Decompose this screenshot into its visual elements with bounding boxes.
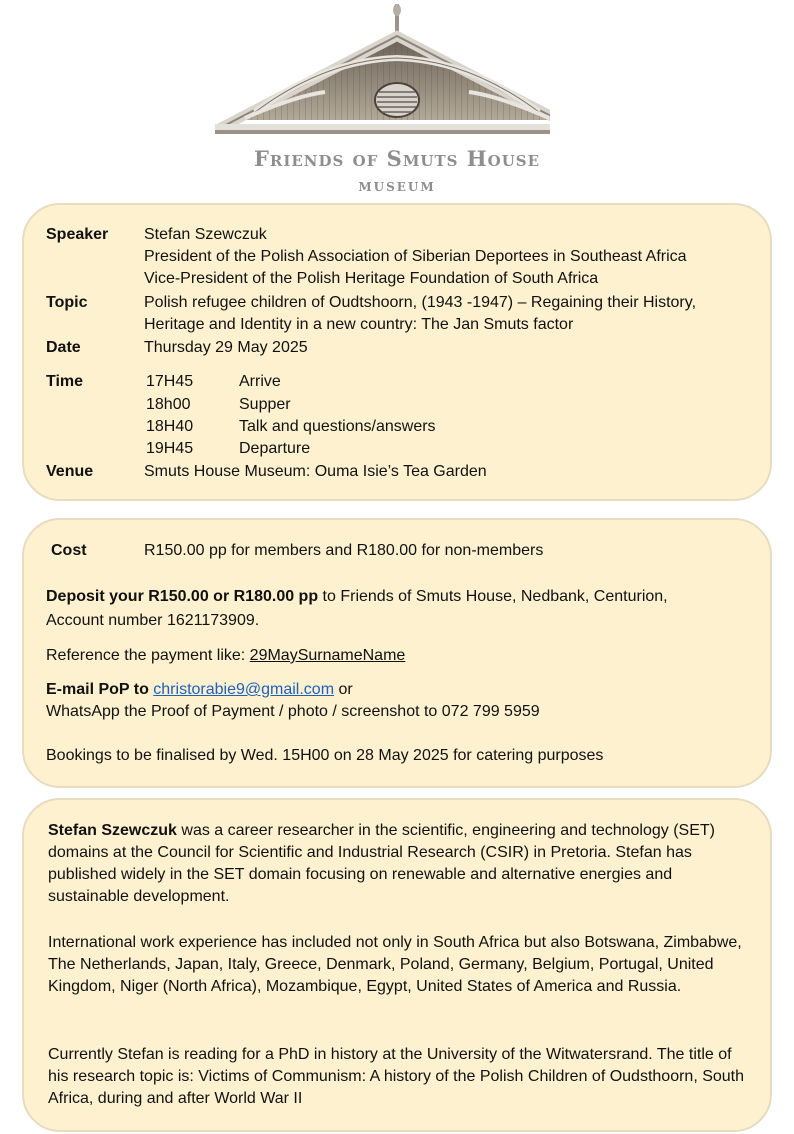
reference-value: 29MaySurnameName — [249, 647, 406, 664]
reference-prefix: Reference the payment like: — [46, 647, 250, 664]
cost-value: R150.00 pp for members and R180.00 for non-members — [144, 542, 544, 559]
schedule-time: 19H45 — [146, 440, 194, 457]
bio-paragraph-1 — [48, 820, 746, 908]
account-number: Account number 1621173909. — [46, 612, 260, 629]
topic-line-1: Polish refugee children of Oudtshoorn, (1943 -1947) – Regaining their History, — [144, 294, 697, 311]
venue-label: Venue — [46, 463, 94, 480]
bio-paragraph-3: Currently Stefan is reading for a PhD in history at the University of the Witwatersrand. The title of his research topic is: Victims of Communism: A history of the Polish Children of Oudsthoorn, South Africa, during and after World War II — [48, 1046, 745, 1107]
smuts-house-gable-logo-icon — [215, 0, 550, 140]
bookings-line: Bookings to be finalised by Wed. 15H00 on 28 May 2025 for catering purposes — [46, 747, 604, 764]
schedule-desc: Arrive — [239, 373, 281, 390]
schedule-desc: Departure — [239, 440, 311, 457]
speaker-label: Speaker — [46, 226, 109, 243]
email-line — [46, 679, 750, 701]
date-value: Thursday 29 May 2025 — [144, 339, 308, 356]
header — [0, 0, 794, 200]
deposit-bold: Deposit your R150.00 or R180.00 pp — [46, 588, 319, 605]
cost-panel — [22, 518, 772, 788]
speaker-name: Stefan Szewczuk — [144, 226, 267, 243]
bio-paragraph-2: International work experience has included not only in South Africa but also Botswana, Zimbabwe, The Netherlands, Japan, Italy, Greece, Denmark, Poland, Germany, Belgium, Portugal, United Kingdom, Niger (North Africa), Mozambique, Egypt, United States of America and Russia. — [48, 934, 742, 995]
logo-subtitle: museum — [358, 176, 436, 196]
schedule-time: 18h00 — [146, 396, 191, 413]
email-after: or — [334, 681, 353, 698]
cost-label: Cost — [51, 542, 87, 559]
venue-value: Smuts House Museum: Ouma Isie’s Tea Garden — [144, 463, 487, 480]
topic-label: Topic — [46, 294, 88, 311]
schedule-time: 18H40 — [146, 418, 194, 435]
speaker-role-1: President of the Polish Association of Siberian Deportees in Southeast Africa — [144, 248, 687, 265]
speaker-bio-panel — [22, 798, 772, 1132]
deposit-line — [46, 586, 750, 608]
schedule-time: 17H45 — [146, 373, 194, 390]
bio-name: Stefan Szewczuk — [48, 822, 177, 839]
email-label: E-mail PoP to — [46, 681, 154, 698]
topic-line-2: Heritage and Identity in a new country: The Jan Smuts factor — [144, 316, 574, 333]
event-details-panel — [22, 203, 772, 501]
bio-p1-text: was a career researcher in the scientific, engineering and technology (SET) domains at the Council for Scientific and Industrial Research (CSIR) in Pretoria. Stefan has published widely in the SET domain focusing on renewable and alternative energies and sustainable development. — [48, 822, 715, 905]
time-label: Time — [46, 373, 84, 390]
reference-line — [46, 645, 750, 667]
speaker-role-2: Vice-President of the Polish Heritage Foundation of South Africa — [144, 270, 599, 287]
date-label: Date — [46, 339, 81, 356]
deposit-rest: to Friends of Smuts House, Nedbank, Centurion, — [318, 588, 668, 605]
email-link[interactable]: christorabie9@gmail.com — [153, 681, 335, 698]
whatsapp-line: WhatsApp the Proof of Payment / photo / screenshot to 072 799 5959 — [46, 703, 540, 720]
logo-title: Friends of Smuts House — [253, 146, 541, 171]
schedule-desc: Talk and questions/answers — [239, 418, 436, 435]
schedule-desc: Supper — [239, 396, 291, 413]
